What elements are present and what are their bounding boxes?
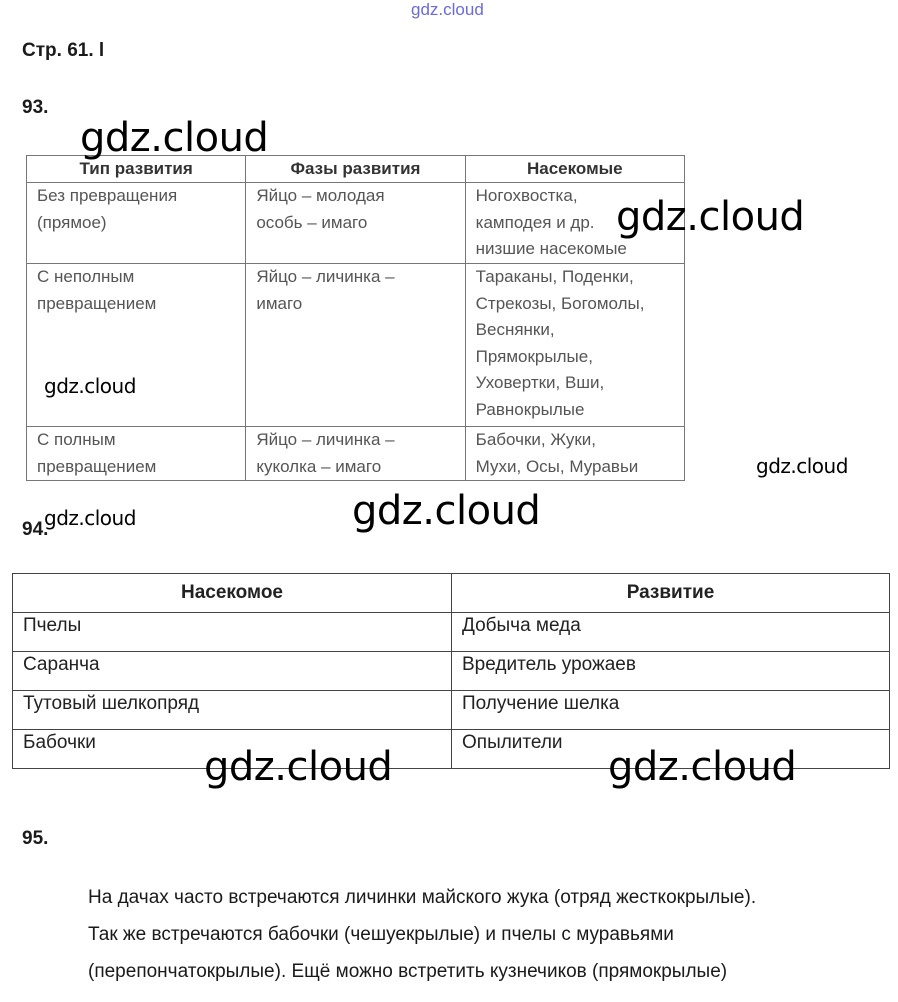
- page-reference: Стр. 61. l: [22, 40, 105, 61]
- answer-line: На дачах часто встречаются личинки майского жука (отряд жесткокрылые).: [88, 887, 757, 908]
- table-row: [27, 264, 685, 427]
- table-row: [13, 613, 890, 652]
- cell-insect: Тутовый шелкопряд: [13, 691, 452, 730]
- cell-type: Без превращения (прямое): [27, 183, 246, 264]
- task-94-number: 94.: [22, 519, 49, 540]
- cell-type: С полным превращением: [27, 427, 246, 481]
- watermark-overlay: gdz.cloud: [44, 506, 136, 530]
- cell-insect: Пчелы: [13, 613, 452, 652]
- cell-development: Добыча меда: [452, 613, 890, 652]
- watermark-overlay: gdz.cloud: [204, 744, 393, 790]
- table-row: [13, 691, 890, 730]
- table-row: [13, 652, 890, 691]
- top-watermark: gdz.cloud: [411, 0, 484, 19]
- task-95-answer: [88, 879, 878, 990]
- header-dev-phases: Фазы развития: [246, 156, 465, 183]
- cell-phases: Яйцо – молодая особь – имаго: [246, 183, 465, 264]
- development-types-table: [26, 155, 685, 481]
- watermark-overlay: gdz.cloud: [608, 744, 797, 790]
- watermark-overlay: gdz.cloud: [616, 194, 805, 240]
- watermark-overlay: gdz.cloud: [756, 454, 848, 478]
- answer-line: (перепончатокрылые). Ещё можно встретить кузнечиков (прямокрылые): [88, 961, 728, 982]
- header-development: Развитие: [452, 574, 890, 613]
- header-insects: Насекомые: [465, 156, 684, 183]
- cell-type: С неполным превращением: [27, 264, 246, 427]
- cell-insect: Саранча: [13, 652, 452, 691]
- cell-insect: Бабочки: [13, 730, 452, 769]
- header-dev-type: Тип развития: [27, 156, 246, 183]
- insect-use-table: [12, 573, 890, 769]
- watermark-overlay: gdz.cloud: [352, 488, 541, 534]
- cell-development: Опылители: [452, 730, 890, 769]
- cell-insects: Бабочки, Жуки, Мухи, Осы, Муравьи: [465, 427, 684, 481]
- cell-insects: Тараканы, Поденки, Стрекозы, Богомолы, Веснянки, Прямокрылые, Уховертки, Вши, Равнокрылые: [465, 264, 684, 427]
- cell-phases: Яйцо – личинка – имаго: [246, 264, 465, 427]
- task-95-number: 95.: [22, 828, 49, 849]
- task-93-number: 93.: [22, 97, 49, 118]
- header-insect: Насекомое: [13, 574, 452, 613]
- watermark-overlay: gdz.cloud: [80, 115, 269, 161]
- table-header-row: [13, 574, 890, 613]
- answer-line: Так же встречаются бабочки (чешуекрылые) и пчелы с муравьями: [88, 924, 674, 945]
- table-row: [27, 183, 685, 264]
- table-row: [27, 427, 685, 481]
- cell-insects: Ногохвостка, камподея и др. низшие насекомые: [465, 183, 684, 264]
- cell-phases: Яйцо – личинка – куколка – имаго: [246, 427, 465, 481]
- cell-development: Получение шелка: [452, 691, 890, 730]
- watermark-overlay: gdz.cloud: [44, 374, 136, 398]
- cell-development: Вредитель урожаев: [452, 652, 890, 691]
